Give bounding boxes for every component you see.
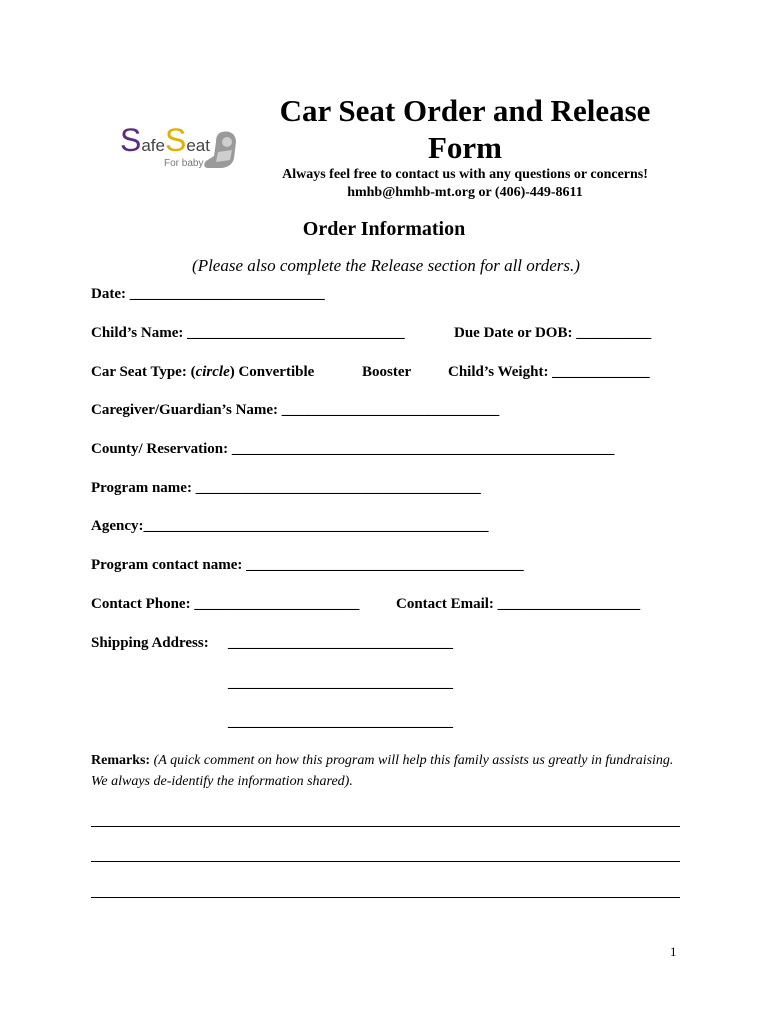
logo-wordmark: SafeSeat: [120, 122, 210, 158]
logo-tagline: For baby: [164, 158, 204, 169]
shipping-address-line-1[interactable]: ______________________________: [228, 635, 453, 651]
contact-email-field[interactable]: Contact Email: ___________________: [396, 596, 641, 612]
childs-weight-field[interactable]: Child’s Weight: _____________: [448, 364, 650, 380]
program-contact-name-field[interactable]: Program contact name: _____________________________________: [91, 557, 524, 573]
car-seat-icon: [200, 128, 246, 172]
remarks-line-3[interactable]: [91, 897, 680, 898]
remarks-line-2[interactable]: [91, 861, 680, 862]
remarks-label: Remarks:: [91, 753, 151, 768]
contact-info: [260, 166, 670, 202]
shipping-address-line-2[interactable]: ______________________________: [228, 675, 453, 691]
contact-phone-field[interactable]: Contact Phone: ______________________: [91, 596, 360, 612]
caregiver-name-field[interactable]: Caregiver/Guardian’s Name: _____________________________: [91, 402, 500, 418]
remarks-line-1[interactable]: [91, 826, 680, 827]
due-date-field[interactable]: Due Date or DOB: __________: [454, 325, 652, 341]
shipping-address-line-3[interactable]: ______________________________: [228, 714, 453, 730]
car-seat-type-field[interactable]: [91, 364, 314, 381]
date-field[interactable]: Date: __________________________: [91, 286, 325, 302]
remarks-section: [91, 750, 681, 792]
car-seat-type-circle: circle: [195, 364, 230, 380]
shipping-address-label: Shipping Address:: [91, 635, 209, 651]
county-reservation-field[interactable]: County/ Reservation: ___________________________________________________: [91, 441, 615, 457]
car-seat-option-booster[interactable]: Booster: [362, 364, 412, 380]
order-information-heading: Order Information: [302, 218, 466, 240]
contact-line-1: Always feel free to contact us with any questions or concerns!: [282, 167, 648, 182]
page-number: 1: [670, 944, 677, 959]
safeseat-logo: [112, 120, 247, 180]
form-title: Car Seat Order and Release Form: [279, 93, 651, 165]
car-seat-option-convertible[interactable]: ) Convertible: [229, 364, 315, 380]
childs-name-field[interactable]: Child’s Name: _____________________________: [91, 325, 405, 341]
agency-field[interactable]: Agency:______________________________________________: [91, 518, 489, 534]
contact-line-2: hmhb@hmhb-mt.org or (406)-449-8611: [347, 185, 583, 200]
order-information-note: (Please also complete the Release section for all orders.): [192, 256, 580, 275]
program-name-field[interactable]: Program name: ______________________________________: [91, 480, 481, 496]
remarks-text: (A quick comment on how this program will help this family assists us greatly in fundraising. We always de-identify the information shared).: [91, 753, 674, 789]
car-seat-type-prefix: Car Seat Type: (: [91, 364, 196, 380]
